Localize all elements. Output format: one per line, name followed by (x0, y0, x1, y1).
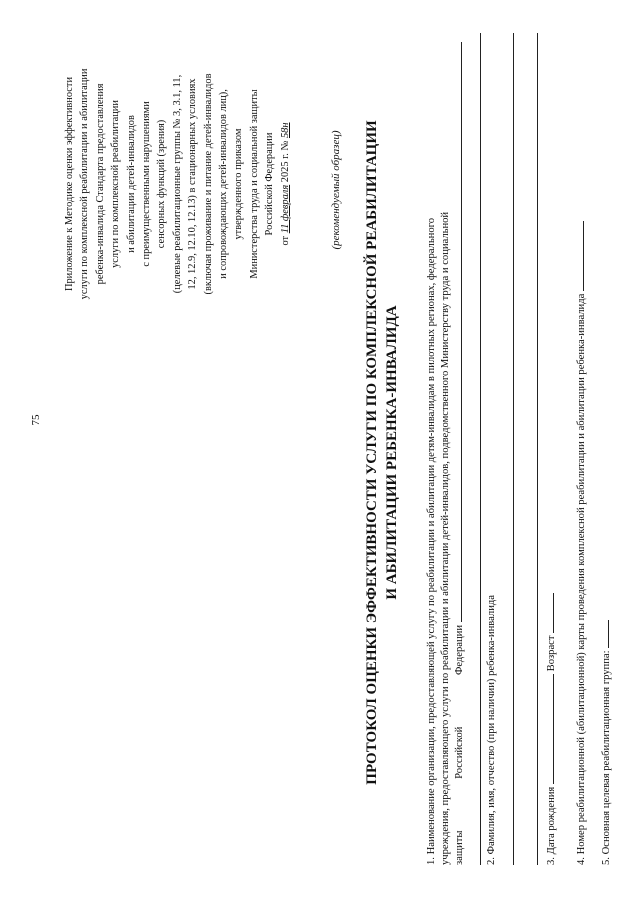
approval-date-handwritten: 11 февраля (279, 184, 291, 234)
section5-row (600, 33, 614, 865)
card-number-label: 4. Номер реабилитационной (абилитационной) карты проведения комплексной реабилитации и абилитации ребенка-инвалида (576, 293, 587, 865)
appendix-line: Приложение к Методике оценки эффективности (64, 76, 75, 292)
sample-note: (рекомендуемый образец) (330, 130, 342, 250)
appendix-line: с преимущественными нарушениями (141, 101, 153, 267)
section-target-group (600, 33, 614, 865)
appendix-line: и абилитации детей-инвалидов (125, 115, 137, 253)
approval-year: 2025 г. № (279, 140, 291, 183)
section-birth-date (545, 33, 559, 865)
organization-name-field[interactable] (461, 42, 462, 622)
child-name-line-2[interactable] (537, 33, 538, 865)
section-child-name (485, 33, 499, 865)
appendix-line: (целевые реабилитационные группы № 3, 3.1, 11, (171, 74, 183, 294)
section2-label: 2. Фамилия, имя, отчество (при наличии) ребенка-инвалида (486, 595, 497, 865)
appendix-line: Министерства труда и социальной защиты (248, 89, 260, 279)
age-label: Возраст (546, 635, 557, 672)
age-field[interactable] (553, 593, 554, 633)
protocol-title (362, 0, 402, 905)
appendix-line: услуги по комплексной реабилитации и абилитации (79, 68, 91, 300)
section1-col1: защиты (454, 830, 465, 865)
appendix-line: (включая проживание и питание детей-инвалидов (202, 73, 214, 295)
section-organization-name (425, 33, 467, 865)
page-number: 75 (30, 414, 42, 426)
appendix-line: сенсорных функций (зрения) (156, 119, 168, 249)
card-number-field[interactable] (583, 221, 584, 291)
birth-date-label: 3. Дата рождения (546, 786, 557, 865)
organization-name-line-2[interactable] (480, 33, 481, 865)
section4-row (575, 33, 589, 865)
section1-columns (453, 625, 467, 865)
appendix-header (62, 3, 293, 365)
section1-line1: 1. Наименование организации, предоставляющей услугу по реабилитации и абилитации детям-инвалидам в пилотных регионах, федерального (426, 218, 437, 865)
section1-col3: Федерации (454, 625, 465, 676)
birth-date-field[interactable] (553, 674, 554, 784)
section1-col2: Российской (454, 726, 465, 779)
appendix-line: утвержденного приказом (233, 128, 245, 240)
protocol-title-line1: ПРОТОКОЛ ОЦЕНКИ ЭФФЕКТИВНОСТИ УСЛУГИ ПО КОМПЛЕКСНОЙ РЕАБИЛИТАЦИИ (364, 120, 380, 785)
appendix-line: ребенка-инвалида Стандарта предоставления (94, 83, 106, 285)
target-group-label: 5. Основная целевая реабилитационная группа: (601, 650, 612, 865)
approval-prefix: от (279, 235, 291, 246)
section1-line3 (453, 33, 467, 865)
appendix-line: 12, 12.9, 12.10, 12.13) в стационарных условиях (187, 78, 199, 290)
appendix-line: Российской Федерации (264, 132, 276, 236)
appendix-line: услуги по комплексной реабилитации (110, 100, 122, 268)
child-name-line-1[interactable] (513, 33, 514, 865)
section1-line2: учреждения, предоставляющего услуги по реабилитации и абилитации детей-инвалидов, подведомственного Министерству труда и социальной (440, 211, 451, 865)
section-card-number (575, 33, 589, 865)
section3-row (545, 33, 559, 865)
protocol-title-line2: И АБИЛИТАЦИИ РЕБЕНКА-ИНВАЛИДА (384, 305, 400, 600)
target-group-field[interactable] (608, 620, 609, 648)
approval-line (278, 3, 293, 365)
appendix-line: и сопровождающих детей-инвалидов лиц), (218, 89, 230, 279)
approval-number-handwritten: 58н (279, 122, 291, 139)
